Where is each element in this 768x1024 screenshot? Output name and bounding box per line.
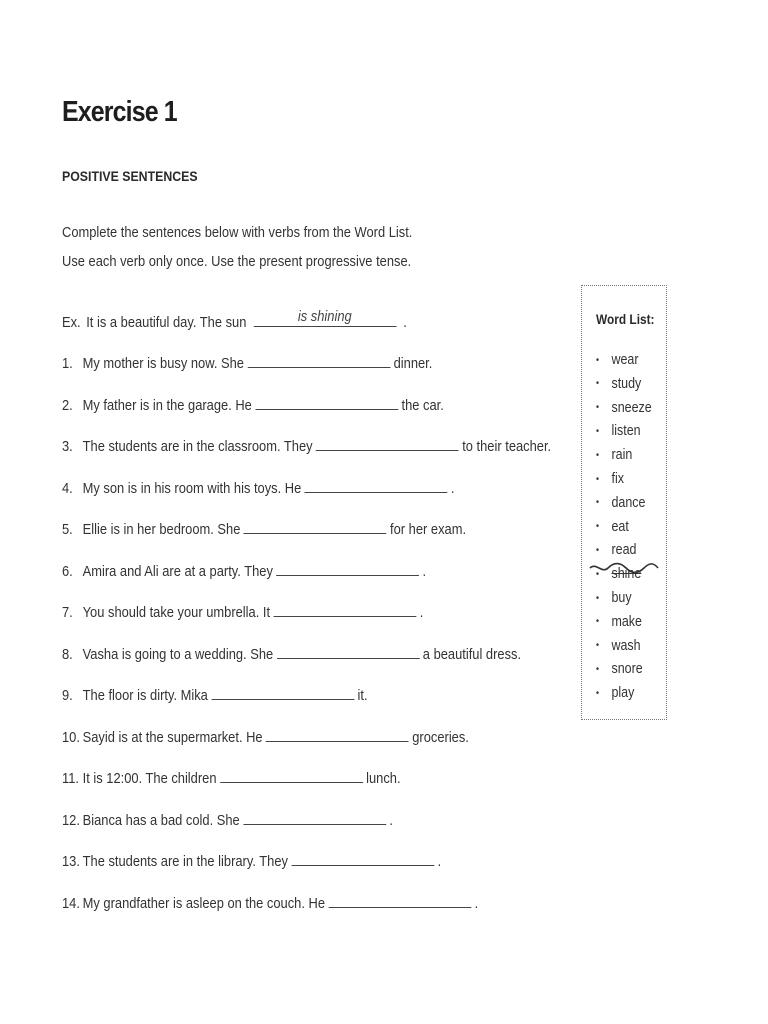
sentence-text: It is 12:00. The children: [82, 770, 217, 787]
exercise-sentence: [62, 561, 426, 583]
word-list-word: fix: [611, 471, 624, 487]
exercise-sentence: [62, 685, 368, 707]
exercise-sentence: [62, 395, 444, 417]
strikethrough-squiggle-icon: [588, 561, 660, 575]
word-list-item: [596, 638, 641, 654]
sentence-text: Amira and Ali are at a party. They: [82, 563, 273, 580]
sentence-text: The students are in the library. They: [82, 853, 288, 870]
word-list-word: shine: [611, 566, 642, 583]
word-list-item: [596, 495, 645, 511]
bullet-icon: •: [596, 592, 600, 604]
sentence-number: 4.: [62, 480, 73, 497]
bullet-icon: •: [596, 354, 600, 366]
sentence-number: 14.: [62, 895, 80, 912]
example-answer-blank: [253, 308, 396, 327]
word-list-item: [596, 423, 641, 439]
example-text: It is a beautiful day. The sun: [86, 314, 247, 331]
page-title: Exercise 1: [62, 96, 177, 128]
word-list-item: [596, 400, 652, 416]
bullet-icon: •: [596, 545, 600, 557]
answer-blank[interactable]: [266, 727, 409, 742]
word-list-item: [596, 590, 632, 606]
word-list-item: [596, 447, 632, 463]
sentence-end: .: [450, 480, 455, 497]
sentence-end: .: [422, 563, 427, 580]
answer-blank[interactable]: [247, 353, 390, 368]
word-list-word: dance: [611, 494, 646, 511]
sentence-number: 11.: [62, 770, 79, 787]
word-list-item: [596, 352, 639, 368]
sentence-number: 6.: [62, 563, 73, 580]
sentence-end: it.: [357, 687, 368, 704]
sentence-text: Ellie is in her bedroom. She: [82, 521, 241, 538]
word-list-word: study: [611, 375, 642, 392]
answer-blank[interactable]: [244, 519, 387, 534]
sentence-end: to their teacher.: [462, 438, 552, 455]
sentence-end: a beautiful dress.: [422, 646, 522, 663]
word-list-word: buy: [611, 590, 632, 606]
answer-blank[interactable]: [316, 436, 459, 451]
answer-blank[interactable]: [255, 395, 398, 410]
word-list-item: [596, 661, 643, 677]
sentence-number: 8.: [62, 646, 73, 663]
sentence-end: .: [419, 604, 424, 621]
instruction-line-2: Use each verb only once. Use the present progressive tense.: [62, 253, 412, 270]
sentence-text: Vasha is going to a wedding. She: [82, 646, 274, 663]
sentence-text: Bianca has a bad cold. She: [82, 812, 240, 829]
sentence-number: 5.: [62, 521, 73, 538]
word-list-word: make: [611, 613, 642, 630]
sentence-end: .: [474, 895, 479, 912]
sentence-number: 12.: [62, 812, 80, 829]
answer-blank[interactable]: [220, 768, 363, 783]
word-list-word: sneeze: [611, 399, 652, 416]
answer-blank[interactable]: [277, 644, 420, 659]
bullet-icon: •: [596, 426, 600, 438]
sentence-text: My mother is busy now. She: [82, 355, 244, 372]
answer-blank[interactable]: [211, 685, 354, 700]
bullet-icon: •: [596, 497, 600, 509]
word-list-item: [596, 614, 642, 630]
word-list-word: snore: [611, 661, 643, 678]
answer-blank[interactable]: [273, 602, 416, 617]
word-list-word: rain: [611, 447, 633, 464]
exercise-sentence: [62, 602, 423, 624]
exercise-sentence: [62, 810, 393, 832]
exercise-sentence: [62, 436, 551, 458]
word-list-word: play: [611, 685, 635, 702]
bullet-icon: •: [596, 449, 600, 461]
sentence-end: for her exam.: [390, 521, 467, 538]
example-end: .: [403, 314, 407, 331]
bullet-icon: •: [596, 402, 600, 414]
bullet-icon: •: [596, 664, 600, 676]
example-answer: is shining: [297, 308, 352, 325]
exercise-sentence: [62, 727, 469, 749]
exercise-sentence: [62, 768, 401, 790]
word-list-word: eat: [611, 518, 629, 535]
answer-blank[interactable]: [328, 893, 471, 908]
sentence-end: dinner.: [393, 355, 433, 372]
sentence-number: 10.: [62, 729, 80, 746]
sentence-end: lunch.: [366, 770, 401, 787]
bullet-icon: •: [596, 521, 600, 533]
exercise-sentence: [62, 644, 521, 666]
word-list-item: [596, 519, 629, 535]
sentence-end: the car.: [401, 397, 444, 414]
word-list-box: [581, 285, 667, 720]
sentence-text: The floor is dirty. Mika: [82, 687, 208, 704]
word-list-item: [596, 376, 641, 392]
sentence-end: groceries.: [412, 729, 469, 746]
sentence-number: 3.: [62, 438, 73, 455]
example-sentence: [62, 308, 407, 334]
word-list-item: [596, 471, 624, 487]
sentence-end: .: [389, 812, 393, 829]
word-list-word: wash: [611, 637, 641, 654]
sentence-number: 2.: [62, 397, 73, 414]
bullet-icon: •: [596, 568, 600, 580]
answer-blank[interactable]: [276, 561, 419, 576]
word-list-item: [596, 542, 636, 558]
word-list-title: Word List:: [596, 312, 655, 327]
exercise-sentence: [62, 353, 432, 375]
sentence-number: 13.: [62, 853, 80, 870]
sentence-text: The students are in the classroom. They: [82, 438, 313, 455]
bullet-icon: •: [596, 473, 600, 485]
sentence-text: My son is in his room with his toys. He: [82, 480, 302, 497]
sentence-number: 7.: [62, 604, 73, 621]
sentence-text: You should take your umbrella. It: [82, 604, 271, 621]
exercise-sentence: [62, 893, 478, 915]
bullet-icon: •: [596, 687, 600, 699]
sentence-number: 1.: [62, 355, 73, 372]
bullet-icon: •: [596, 378, 600, 390]
sentence-text: My father is in the garage. He: [82, 397, 252, 414]
sentence-text: Sayid is at the supermarket. He: [82, 729, 263, 746]
exercise-sentence: [62, 851, 441, 873]
sentence-number: 9.: [62, 687, 73, 704]
answer-blank[interactable]: [243, 810, 386, 825]
example-label: Ex.: [62, 314, 81, 331]
word-list-word: listen: [611, 423, 641, 440]
sentence-text: My grandfather is asleep on the couch. He: [82, 895, 326, 912]
word-list-word: read: [611, 542, 637, 559]
instruction-line-1: Complete the sentences below with verbs from the Word List.: [62, 224, 413, 241]
exercise-sentence: [62, 478, 455, 500]
exercise-sentence: [62, 519, 466, 541]
answer-blank[interactable]: [305, 478, 448, 493]
section-subtitle: POSITIVE SENTENCES: [62, 168, 198, 184]
bullet-icon: •: [596, 640, 600, 652]
bullet-icon: •: [596, 616, 600, 628]
word-list-word: wear: [611, 352, 639, 368]
sentence-end: .: [437, 853, 442, 870]
answer-blank[interactable]: [291, 851, 434, 866]
word-list-item: [596, 685, 634, 701]
